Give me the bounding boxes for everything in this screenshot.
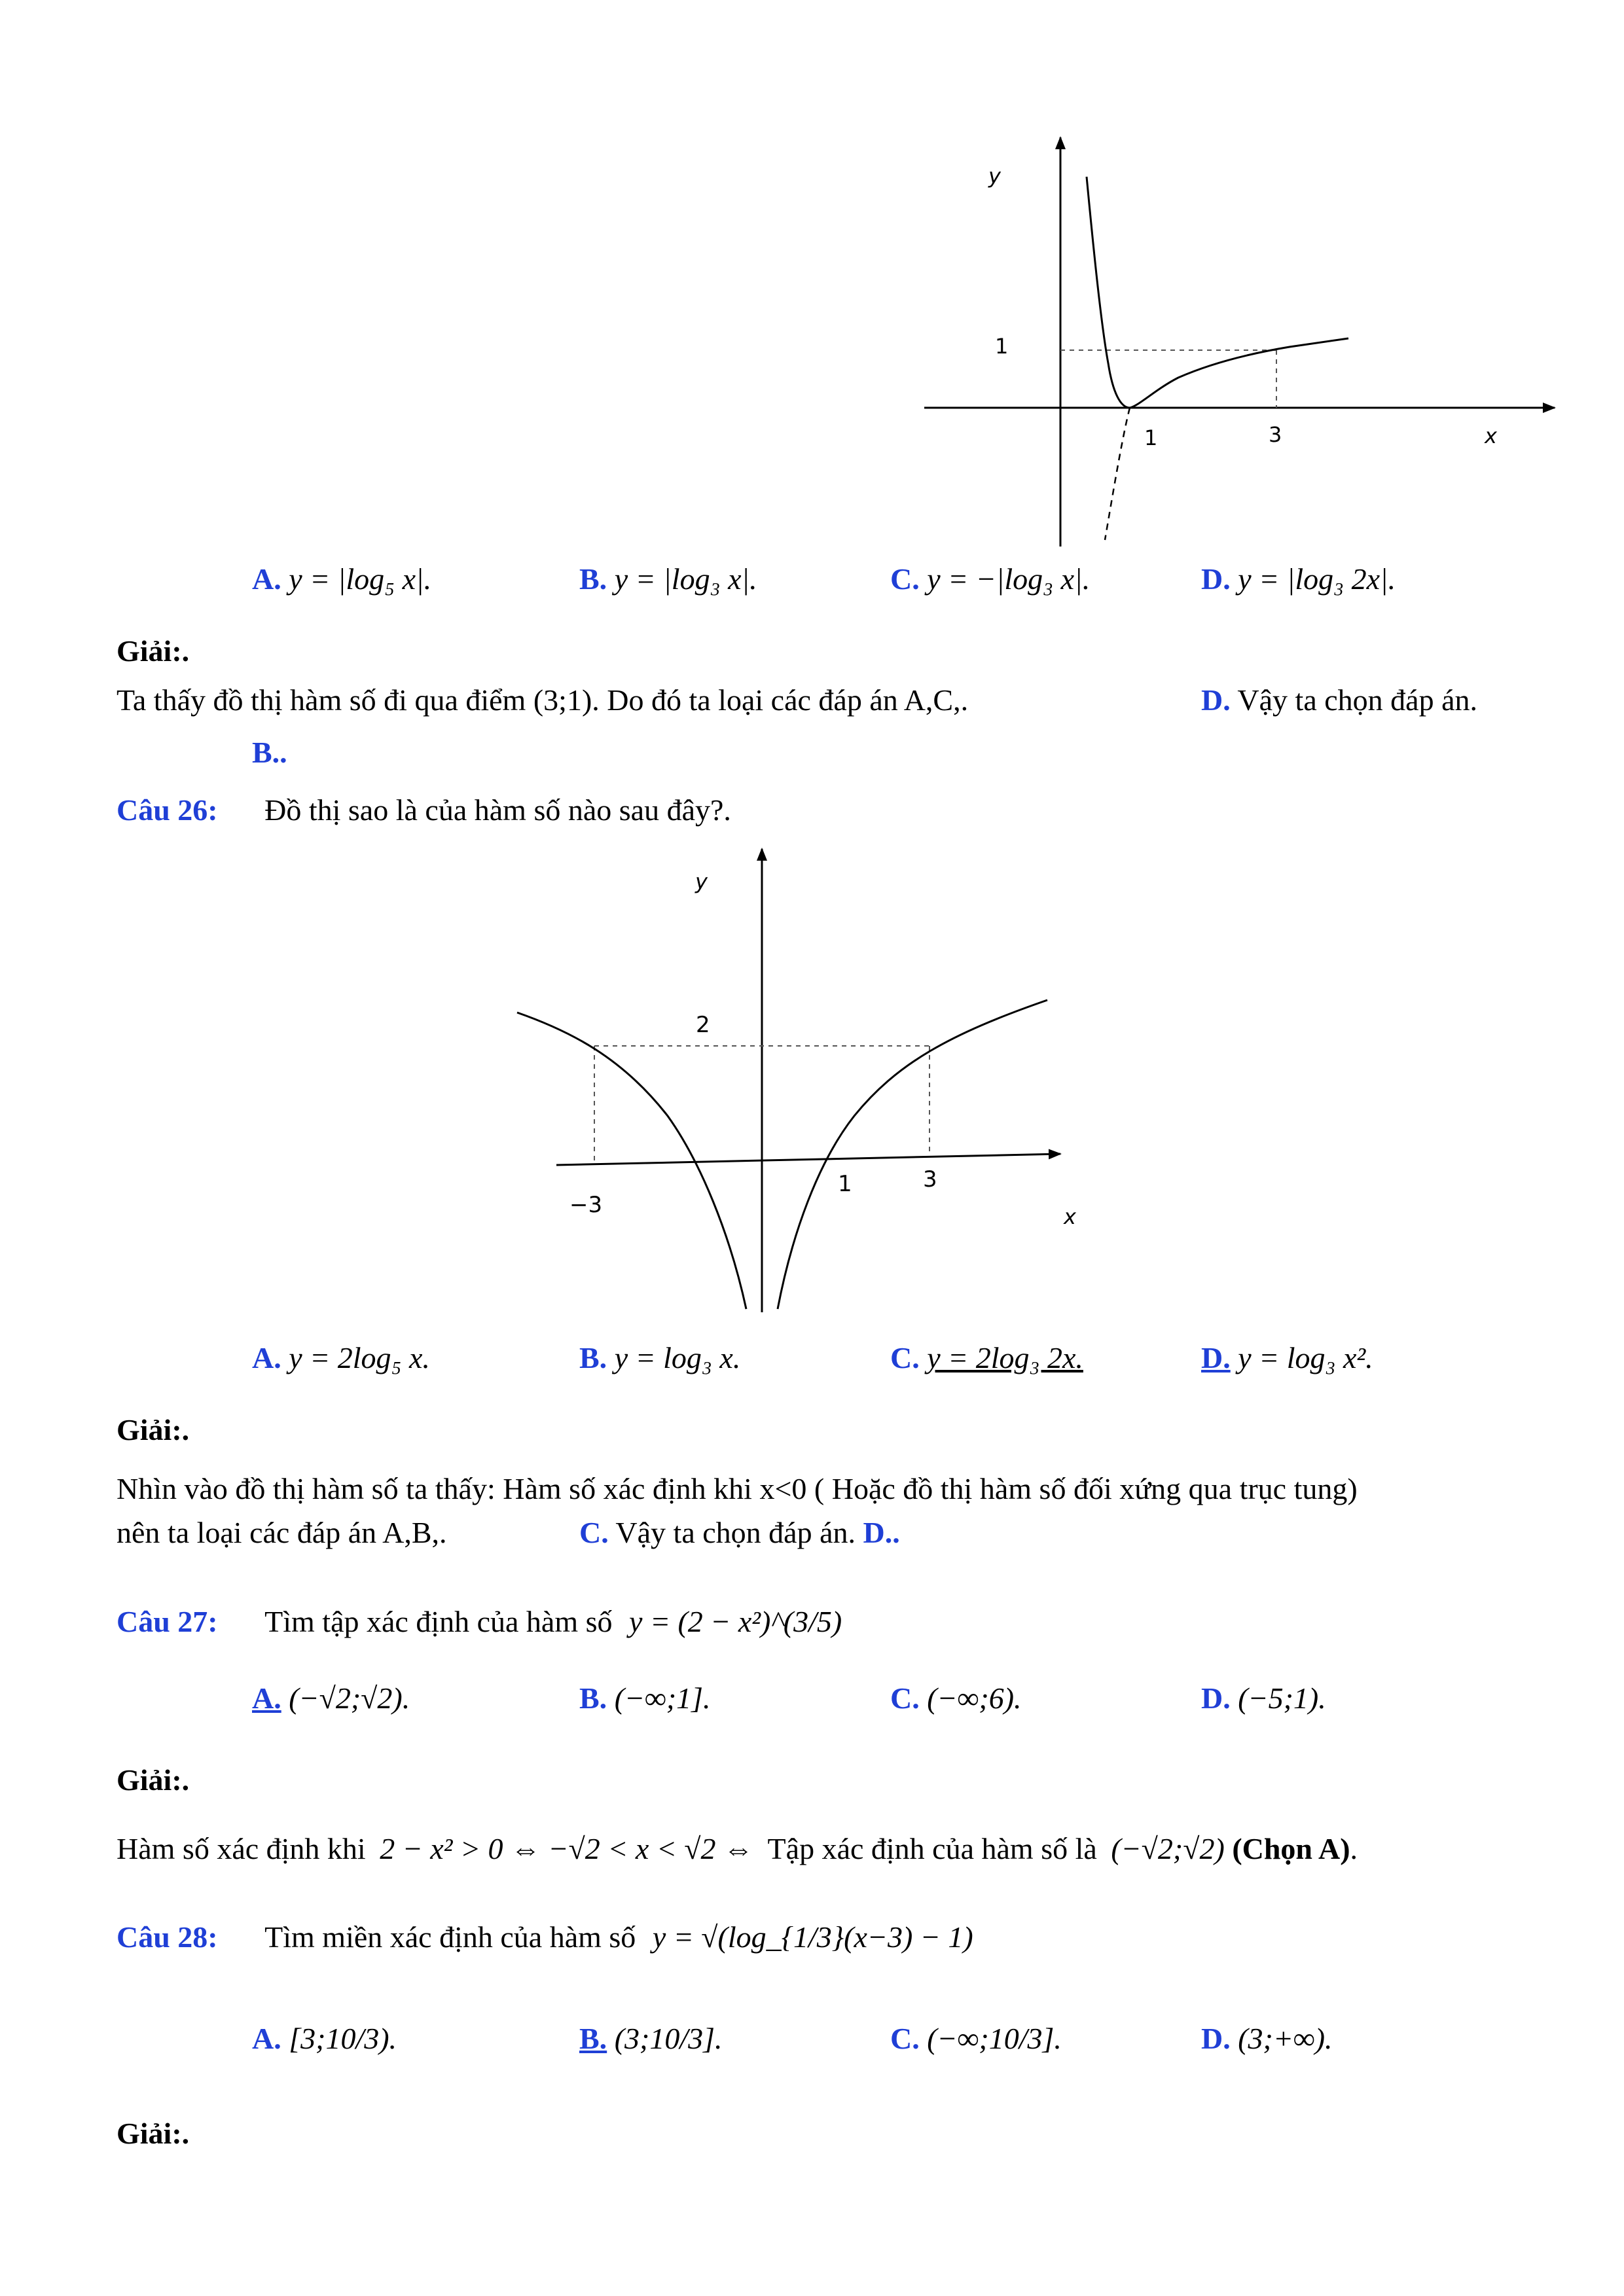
graph2-x-label: x [1064,1204,1076,1229]
q27-question [117,1602,842,1641]
sol25-line1-post: . Do đó ta loại các đáp án A,C,. [592,683,969,717]
q26-c-expr: y = 2log₃ 2x. [927,1341,1083,1374]
q26-question [117,791,731,830]
graph1-tick-x1: 1 [1144,425,1158,450]
graph2-y-label: y [695,869,708,894]
q28-d-label: D. [1201,2022,1231,2055]
q27-d-label: D. [1201,1681,1231,1715]
graph-2 [511,841,1100,1325]
sol25-end-text: Vậy ta chọn đáp án. [1237,683,1477,717]
sol27-set: (−√2;√2) [1111,1832,1225,1865]
sol26-line2-mid: Vậy ta chọn đáp án. [615,1516,856,1549]
sol27-heading: Giải:. [117,1763,190,1797]
sol25-line1-pre: Ta thấy đồ thị hàm số đi qua điểm [117,683,526,717]
sol25-d-label: D. [1201,683,1231,717]
q26-option-b[interactable] [579,1338,740,1378]
graph1-dashed-branch [1105,408,1130,540]
q28-a-label: A. [252,2022,281,2055]
sol27-choice: (Chọn A) [1232,1832,1350,1865]
q27-a-expr: (−√2;√2). [289,1681,410,1715]
q28-c-expr: (−∞;10/3]. [927,2022,1062,2055]
sol27-pre: Hàm số xác định khi [117,1832,366,1865]
sol27-cond: 2 − x² > 0 ⇔ −√2 < x < √2 ⇔ [380,1832,754,1865]
graph2-tick-x1: 1 [838,1171,852,1197]
q25-option-d[interactable] [1201,560,1396,599]
q27-a-label: A. [252,1681,281,1715]
q27-d-expr: (−5;1). [1238,1681,1326,1715]
q27-c-label: C. [890,1681,920,1715]
sol26-heading: Giải:. [117,1413,190,1446]
q28-d-expr: (3;+∞). [1238,2022,1333,2055]
q26-d-expr: y = log₃ x². [1238,1341,1373,1374]
sol27-mid: Tập xác định của hàm số là [767,1832,1097,1865]
q27-b-expr: (−∞;1]. [614,1681,711,1715]
q28-question [117,1918,973,1957]
q26-option-a[interactable] [252,1338,430,1378]
q28-b-label: B. [579,2022,607,2055]
q25-d-expr: y = |log₃ 2x|. [1238,562,1396,596]
q25-b-expr: y = |log₃ x|. [614,562,757,596]
q25-option-c[interactable] [890,560,1090,599]
sol26-line1: Nhìn vào đồ thị hàm số ta thấy: Hàm số xác định khi x<0 ( Hoặc đồ thị hàm số đối xứng qua trục tung) [117,1472,1358,1505]
q28-a-expr: [3;10/3). [289,2022,397,2055]
q25-c-expr: y = −|log₃ x|. [927,562,1091,596]
q28-option-a[interactable] [252,2019,397,2058]
graph1-tick-x3: 3 [1269,422,1282,447]
graph2-tick-x3: 3 [923,1166,937,1193]
sol26-line2-pre: nên ta loại các đáp án A,B,. [117,1516,447,1549]
q25-a-label: A. [252,562,281,596]
q26-a-expr: y = 2log₅ x. [289,1341,430,1374]
q26-label: Câu 26: [117,793,218,827]
q26-c-label: C. [890,1341,920,1374]
q28-label: Câu 28: [117,1920,218,1954]
q27-func: y = (2 − x²)^(3/5) [629,1605,842,1638]
q27-c-expr: (−∞;6). [927,1681,1022,1715]
sol26-line2-choice [579,1513,900,1552]
q26-a-label: A. [252,1341,281,1374]
q27-option-d[interactable] [1201,1679,1326,1718]
sol28-heading: Giải:. [117,2117,190,2150]
graph1-y-label: y [988,164,1001,188]
q26-b-label: B. [579,1341,607,1374]
q26-option-d[interactable] [1201,1338,1373,1378]
sol25-line1 [117,681,968,720]
sol26-line2 [117,1513,447,1552]
sol27-end: . [1350,1832,1358,1865]
q27-option-a[interactable] [252,1679,410,1718]
sol25-answer: B.. [252,736,287,769]
graph1-tick-y1: 1 [995,334,1009,359]
q27-option-c[interactable] [890,1679,1022,1718]
q28-option-c[interactable] [890,2019,1062,2058]
sol25-heading: Giải:. [117,634,190,668]
sol26-answer: D.. [863,1516,900,1549]
q25-b-label: B. [579,562,607,596]
q26-d-label: D. [1201,1341,1231,1374]
q25-option-b[interactable] [579,560,757,599]
q27-text: Tìm tập xác định của hàm số [264,1605,613,1638]
q25-a-expr: y = |log₅ x|. [289,562,432,596]
q26-option-c[interactable] [890,1338,1083,1378]
graph2-tick-y2: 2 [696,1012,710,1038]
graph2-x-axis [556,1154,1060,1165]
q28-c-label: C. [890,2022,920,2055]
q25-c-label: C. [890,562,920,596]
q28-b-expr: (3;10/3]. [614,2022,723,2055]
q26-text: Đồ thị sao là của hàm số nào sau đây?. [264,793,731,827]
sol27-line [117,1829,1358,1869]
q25-option-a[interactable] [252,560,431,599]
graph1-curve [1087,177,1348,408]
graph1-x-label: x [1485,423,1497,448]
q28-text: Tìm miền xác định của hàm số [264,1920,636,1954]
q28-option-b[interactable] [579,2019,723,2058]
q27-option-b[interactable] [579,1679,711,1718]
graph-1 [897,128,1564,553]
q26-b-expr: y = log₃ x. [614,1341,741,1374]
graph2-tick-xm3: −3 [569,1192,603,1218]
q27-b-label: B. [579,1681,607,1715]
q27-label: Câu 27: [117,1605,218,1638]
sol25-line1-end [1201,681,1477,720]
q28-func: y = √(log_{1/3}(x−3) − 1) [652,1920,973,1954]
sol26-c-label: C. [579,1516,609,1549]
q25-d-label: D. [1201,562,1231,596]
q28-option-d[interactable] [1201,2019,1333,2058]
sol25-point: (3;1) [533,683,592,717]
